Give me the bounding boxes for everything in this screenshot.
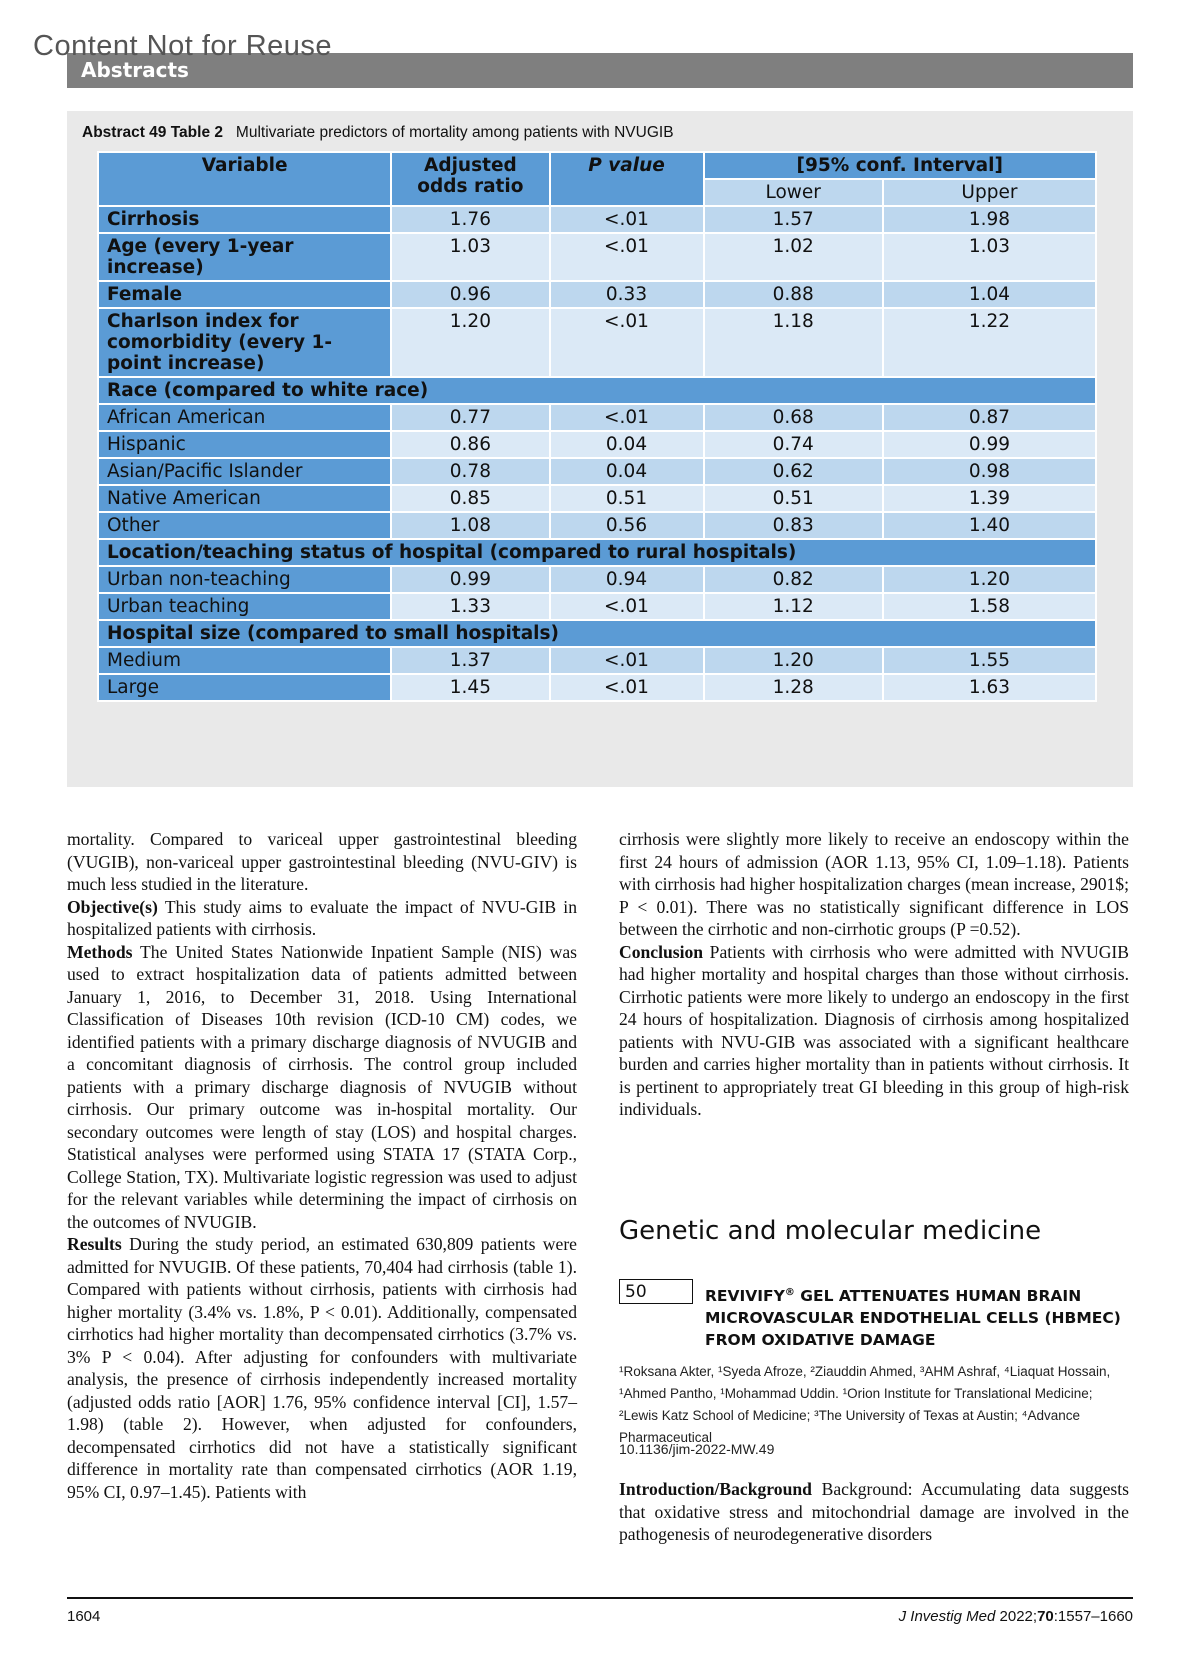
aor-cell: 1.08 bbox=[391, 512, 549, 539]
aor-cell: 0.96 bbox=[391, 281, 549, 308]
group-label: Location/teaching status of hospital (compared to rural hospitals) bbox=[98, 539, 1096, 566]
ci-upper-cell: 1.39 bbox=[883, 485, 1096, 512]
header-upper: Upper bbox=[883, 179, 1096, 206]
objective-text: This study aims to evaluate the impact of NVU-GIB in hospitalized patients with cirrhosis. bbox=[67, 896, 577, 939]
conclusion-paragraph bbox=[619, 941, 1129, 1121]
ci-upper-cell: 1.58 bbox=[883, 593, 1096, 620]
objective-paragraph bbox=[67, 896, 577, 941]
ci-upper-cell: 1.20 bbox=[883, 566, 1096, 593]
aor-cell: 1.20 bbox=[391, 308, 549, 377]
ci-upper-cell: 1.03 bbox=[883, 233, 1096, 281]
table-row bbox=[98, 512, 1096, 539]
ci-lower-cell: 0.51 bbox=[704, 485, 883, 512]
intro-background bbox=[619, 1478, 1129, 1546]
ci-lower-cell: 0.74 bbox=[704, 431, 883, 458]
ci-upper-cell: 1.63 bbox=[883, 674, 1096, 701]
variable-cell: Asian/Pacific Islander bbox=[98, 458, 391, 485]
ci-lower-cell: 0.83 bbox=[704, 512, 883, 539]
journal-name: J Investig Med bbox=[898, 1608, 996, 1625]
p-value-cell: <.01 bbox=[550, 404, 704, 431]
aor-cell: 0.85 bbox=[391, 485, 549, 512]
ci-lower-cell: 0.68 bbox=[704, 404, 883, 431]
table-caption bbox=[82, 124, 674, 142]
aor-cell: 1.03 bbox=[391, 233, 549, 281]
aor-cell: 1.33 bbox=[391, 593, 549, 620]
p-value-cell: <.01 bbox=[550, 593, 704, 620]
ci-lower-cell: 0.62 bbox=[704, 458, 883, 485]
aor-cell: 0.77 bbox=[391, 404, 549, 431]
aor-cell: 1.76 bbox=[391, 206, 549, 233]
table-row bbox=[98, 281, 1096, 308]
variable-cell: Charlson index for comorbidity (every 1-point increase) bbox=[98, 308, 391, 377]
p-value-cell: 0.33 bbox=[550, 281, 704, 308]
ci-upper-cell: 1.98 bbox=[883, 206, 1096, 233]
conclusion-text: Patients with cirrhosis who were admitted with NVUGIB had higher mortality and hospital charges than those without cirrhosis. Cirrhotic patients were more likely to undergo an endoscopy in the first 24 hours of hospitalization. Diagnosis of cirrhosis among hospitalized patients with NVU-GIB was associated with a significant healthcare burden and carries higher mortality than in patients without cirrhosis. It is pertinent to appropriately treat GI bleeding in this group of high-risk individuals. bbox=[619, 941, 1129, 1119]
intro-text: Background: Accumulating data suggests that oxidative stress and mitochondrial damage are involved in the pathogenesis of neurodegenerative disorders bbox=[619, 1479, 1129, 1544]
journal-volume: 70 bbox=[1037, 1608, 1054, 1625]
objective-heading: Objective(s) bbox=[67, 896, 158, 917]
methods-paragraph bbox=[67, 941, 577, 1234]
methods-heading: Methods bbox=[67, 941, 133, 962]
methods-text: The United States Nationwide Inpatient Sample (NIS) was used to extract hospitalization data of patients admitted between January 1, 2016, to December 31, 2018. Using International Classification of Diseases 10th revision (ICD-10 CM) codes, we identified patients with a primary discharge diagnosis of NVUGIB and a concomitant diagnosis of cirrhosis. The control group included patients with a primary discharge diagnosis of NVUGIB without cirrhosis. Our primary outcome was in-hospital mortality. Our secondary outcomes were length of stay (LOS) and hospital charges. Statistical analyses were performed using STATA 17 (STATA Corp., College Station, TX). Multivariate logistic regression was used to adjust for the relevant variables while determining the impact of cirrhosis on the outcomes of NVUGIB. bbox=[67, 941, 577, 1232]
results-continued: cirrhosis were slightly more likely to receive an endoscopy within the first 24 hours of admission (AOR 1.13, 95% CI, 1.09–1.18). Patients with cirrhosis had higher hospitalization charges (mean increase, 2901$; P < 0.01). There was no statistically significant difference in LOS between the cirrhotic and non-cirrhotic groups (P =0.52). bbox=[619, 829, 1129, 939]
intro-paragraph: mortality. Compared to variceal upper gastrointestinal bleeding (VUGIB), non-variceal upper gastrointestinal bleeding (NVU-GIV) is much less studied in the literature. bbox=[67, 829, 577, 894]
ci-lower-cell: 1.28 bbox=[704, 674, 883, 701]
header-ci: [95% conf. Interval] bbox=[704, 152, 1096, 179]
table-group-row bbox=[98, 620, 1096, 647]
variable-cell: Urban teaching bbox=[98, 593, 391, 620]
author-list: ¹Roksana Akter, ¹Syeda Afroze, ²Ziauddin Ahmed, ³AHM Ashraf, ⁴Liaquat Hossain, ¹Ahmed Pantho, ¹Mohammad Uddin. ¹Orion Institute for Translational Medicine; ²Lewis Katz School of Medicine; ³The University of Texas at Austin; ⁴Advance Pharmaceutical bbox=[619, 1364, 1111, 1445]
results-paragraph bbox=[67, 1233, 577, 1503]
aor-cell: 0.86 bbox=[391, 431, 549, 458]
watermark: Content Not for Reuse bbox=[33, 30, 333, 62]
p-value-cell: 0.04 bbox=[550, 431, 704, 458]
ci-upper-cell: 0.87 bbox=[883, 404, 1096, 431]
table-row bbox=[98, 404, 1096, 431]
abstract-title-post: GEL ATTENUATES HUMAN BRAIN MICROVASCULAR ENDOTHELIAL CELLS (HBMEC) FROM OXIDATIVE DAMAGE bbox=[705, 1287, 1121, 1350]
table-row bbox=[98, 458, 1096, 485]
table-panel bbox=[67, 111, 1133, 787]
right-column bbox=[619, 828, 1129, 1121]
table-caption-label: Abstract 49 Table 2 bbox=[82, 124, 223, 141]
doi: 10.1136/jim-2022-MW.49 bbox=[619, 1441, 775, 1457]
p-value-cell: 0.56 bbox=[550, 512, 704, 539]
p-value-cell: <.01 bbox=[550, 647, 704, 674]
header-aor: Adjusted odds ratio bbox=[391, 152, 549, 206]
table-caption-text: Multivariate predictors of mortality among patients with NVUGIB bbox=[235, 124, 674, 141]
journal-citation bbox=[899, 1608, 1133, 1625]
table-row bbox=[98, 431, 1096, 458]
variable-cell: Native American bbox=[98, 485, 391, 512]
variable-cell: Large bbox=[98, 674, 391, 701]
aor-cell: 1.45 bbox=[391, 674, 549, 701]
p-value-cell: <.01 bbox=[550, 233, 704, 281]
variable-cell: Other bbox=[98, 512, 391, 539]
abstract-title bbox=[705, 1282, 1135, 1351]
ci-lower-cell: 1.02 bbox=[704, 233, 883, 281]
p-value-cell: <.01 bbox=[550, 308, 704, 377]
table-body bbox=[98, 206, 1096, 701]
p-value-cell: 0.51 bbox=[550, 485, 704, 512]
left-column bbox=[67, 828, 577, 1503]
section-heading: Genetic and molecular medicine bbox=[619, 1216, 1042, 1246]
aor-cell: 0.99 bbox=[391, 566, 549, 593]
ci-lower-cell: 0.88 bbox=[704, 281, 883, 308]
journal-pages: :1557–1660 bbox=[1053, 1608, 1133, 1625]
ci-lower-cell: 1.57 bbox=[704, 206, 883, 233]
table-row bbox=[98, 566, 1096, 593]
ci-lower-cell: 1.18 bbox=[704, 308, 883, 377]
table-row bbox=[98, 674, 1096, 701]
ci-upper-cell: 1.40 bbox=[883, 512, 1096, 539]
results-table bbox=[97, 151, 1097, 702]
ci-upper-cell: 0.98 bbox=[883, 458, 1096, 485]
table-row bbox=[98, 206, 1096, 233]
ci-upper-cell: 1.04 bbox=[883, 281, 1096, 308]
variable-cell: Medium bbox=[98, 647, 391, 674]
footer-rule bbox=[67, 1597, 1133, 1599]
header-variable: Variable bbox=[98, 152, 391, 206]
group-label: Race (compared to white race) bbox=[98, 377, 1096, 404]
intro-heading: Introduction/Background bbox=[619, 1479, 812, 1499]
variable-cell: Female bbox=[98, 281, 391, 308]
table-row bbox=[98, 485, 1096, 512]
results-text: During the study period, an estimated 630,809 patients were admitted for NVUGIB. Of these patients, 70,404 had cirrhosis (table 1). Compared with patients without cirrhosis, patients with cirrhosis had higher mortality (3.4% vs. 1.8%, P < 0.01). Additionally, compensated cirrhotics had higher mortality than decompensated cirrhotics (3.7% vs. 3% P < 0.04). After adjusting for confounders with multivariate analysis, the presence of cirrhosis independently increased mortality (adjusted odds ratio [AOR] 1.76, 95% confidence interval [CI], 1.57–1.98) (table 2). However, when adjusted for confounders, decompensated cirrhotics did not have a statistically significant difference in mortality rate than compensated cirrhotics (AOR 1.19, 95% CI, 0.97–1.45). Patients with bbox=[67, 1234, 577, 1502]
table-row bbox=[98, 593, 1096, 620]
abstract-title-pre: REVIVIFY bbox=[705, 1287, 785, 1306]
table-row bbox=[98, 308, 1096, 377]
variable-cell: Hispanic bbox=[98, 431, 391, 458]
section-title: Abstracts bbox=[81, 58, 189, 82]
table-group-row bbox=[98, 539, 1096, 566]
ci-upper-cell: 1.22 bbox=[883, 308, 1096, 377]
page-number: 1604 bbox=[67, 1608, 101, 1625]
p-value-cell: 0.94 bbox=[550, 566, 704, 593]
variable-cell: African American bbox=[98, 404, 391, 431]
ci-lower-cell: 1.20 bbox=[704, 647, 883, 674]
table-row bbox=[98, 647, 1096, 674]
ci-upper-cell: 0.99 bbox=[883, 431, 1096, 458]
ci-lower-cell: 1.12 bbox=[704, 593, 883, 620]
aor-cell: 1.37 bbox=[391, 647, 549, 674]
group-label: Hospital size (compared to small hospitals) bbox=[98, 620, 1096, 647]
abstract-number: 50 bbox=[619, 1279, 693, 1304]
table-group-row bbox=[98, 377, 1096, 404]
p-value-cell: <.01 bbox=[550, 674, 704, 701]
journal-year: 2022; bbox=[999, 1608, 1038, 1625]
p-value-cell: 0.04 bbox=[550, 458, 704, 485]
variable-cell: Cirrhosis bbox=[98, 206, 391, 233]
ci-upper-cell: 1.55 bbox=[883, 647, 1096, 674]
table-row bbox=[98, 233, 1096, 281]
results-heading: Results bbox=[67, 1234, 122, 1254]
registered-mark: ® bbox=[784, 1287, 795, 1298]
p-value-cell: <.01 bbox=[550, 206, 704, 233]
header-lower: Lower bbox=[704, 179, 883, 206]
ci-lower-cell: 0.82 bbox=[704, 566, 883, 593]
variable-cell: Age (every 1-year increase) bbox=[98, 233, 391, 281]
variable-cell: Urban non-teaching bbox=[98, 566, 391, 593]
conclusion-heading: Conclusion bbox=[619, 941, 704, 962]
header-p: P value bbox=[550, 152, 704, 206]
aor-cell: 0.78 bbox=[391, 458, 549, 485]
